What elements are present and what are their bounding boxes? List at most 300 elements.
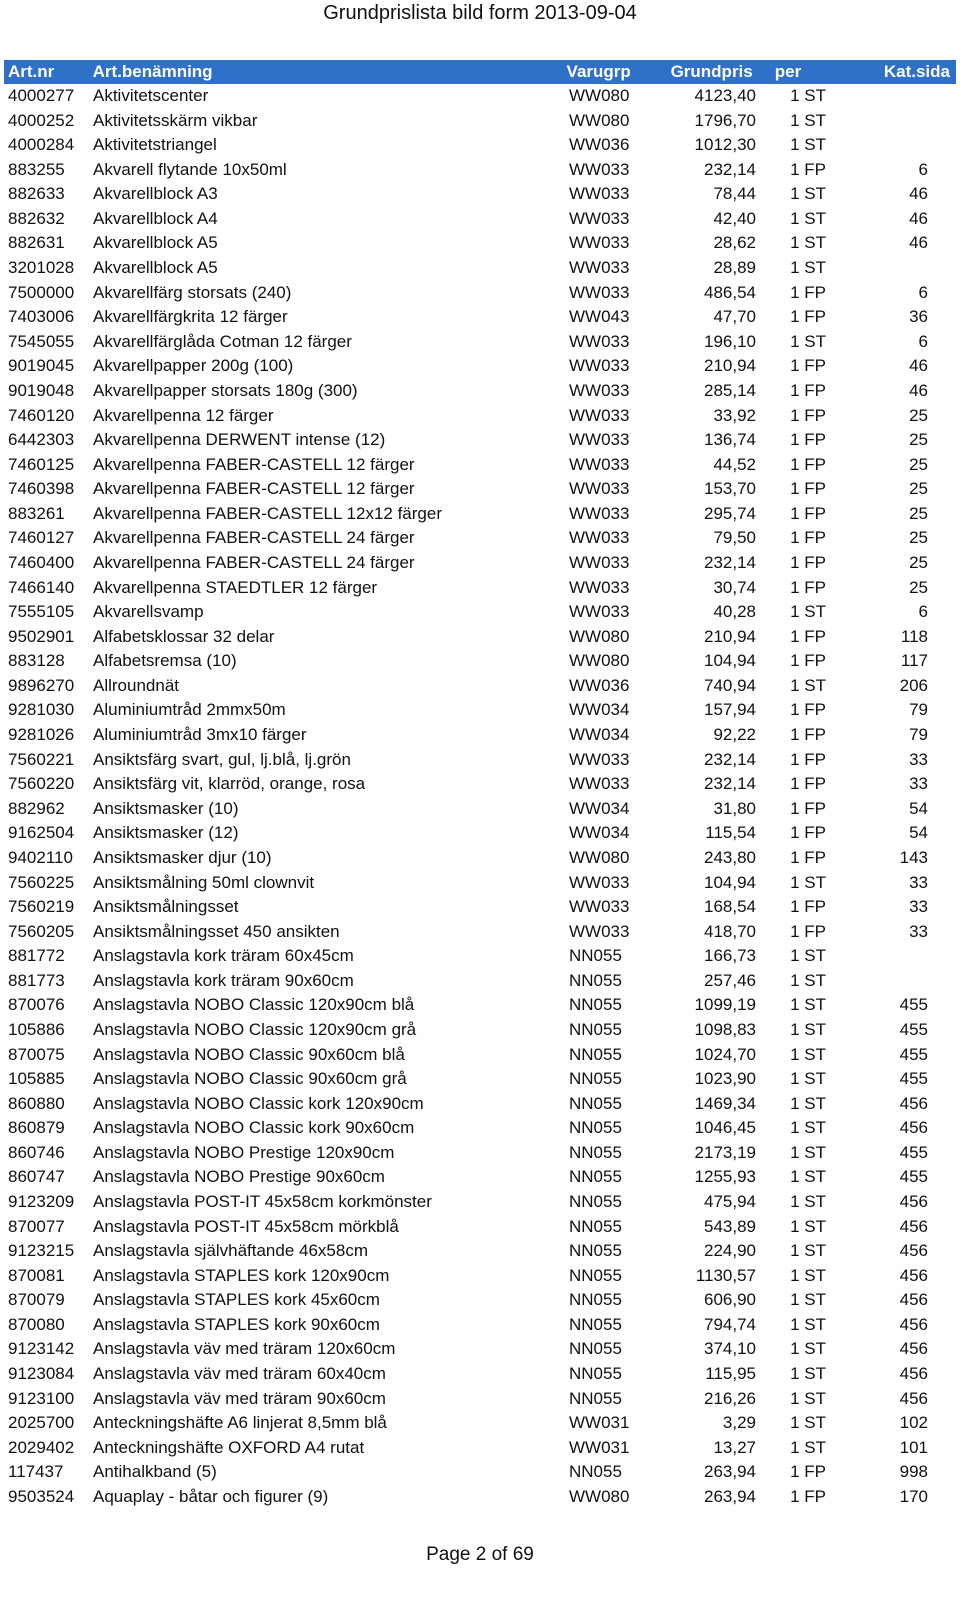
- price-cell: 232,14: [704, 774, 756, 794]
- catalog-page-cell: 6: [918, 331, 928, 351]
- price-cell: 1024,70: [694, 1044, 756, 1064]
- group-cell: WW033: [569, 233, 630, 253]
- unit-cell: 1 ST: [790, 1265, 826, 1285]
- catalog-page-cell: 25: [909, 577, 928, 597]
- art-name-cell: Akvarellfärgkrita 12 färger: [93, 307, 288, 327]
- price-cell: 28,89: [713, 258, 756, 278]
- page-title: Grundprislista bild form 2013-09-04: [323, 2, 637, 24]
- price-cell: 4123,40: [694, 86, 756, 105]
- group-cell: WW080: [569, 1486, 630, 1506]
- group-cell: WW033: [569, 258, 630, 278]
- art-nr-cell: 7460398: [8, 479, 75, 499]
- art-nr-cell: 7500000: [8, 282, 75, 302]
- table-row: [4, 231, 956, 256]
- price-cell: 196,10: [704, 331, 756, 351]
- catalog-page-cell: 6: [918, 282, 928, 302]
- unit-cell: 1 FP: [790, 282, 826, 302]
- table-row: [4, 772, 956, 797]
- art-name-cell: Anslagstavla STAPLES kork 45x60cm: [93, 1290, 380, 1310]
- catalog-page-cell: 456: [899, 1118, 928, 1138]
- price-cell: 224,90: [704, 1241, 756, 1261]
- table-row: [4, 1239, 956, 1264]
- catalog-page-cell: 143: [899, 847, 928, 867]
- group-cell: WW033: [569, 872, 630, 892]
- table-row: [4, 1288, 956, 1313]
- table-row: [4, 1362, 956, 1387]
- unit-cell: 1 FP: [790, 307, 826, 327]
- group-cell: NN055: [569, 1388, 622, 1408]
- group-cell: WW043: [569, 307, 630, 327]
- table-row: [4, 354, 956, 379]
- art-nr-cell: 882631: [8, 233, 65, 253]
- price-cell: 475,94: [704, 1192, 756, 1212]
- art-name-cell: Akvarellfärglåda Cotman 12 färger: [93, 331, 352, 351]
- table-row: [4, 993, 956, 1018]
- table-row: [4, 109, 956, 134]
- unit-cell: 1 ST: [790, 1192, 826, 1212]
- table-row: [4, 1190, 956, 1215]
- art-nr-cell: 7460127: [8, 528, 75, 548]
- art-nr-cell: 9162504: [8, 823, 75, 843]
- unit-cell: 1 ST: [790, 184, 826, 204]
- column-header-group: Varugrp: [566, 62, 631, 81]
- art-nr-cell: 882633: [8, 184, 65, 204]
- unit-cell: 1 ST: [790, 1241, 826, 1261]
- catalog-page-cell: 25: [909, 454, 928, 474]
- unit-cell: 1 ST: [790, 1290, 826, 1310]
- price-cell: 115,95: [705, 1364, 756, 1384]
- table-row: [4, 576, 956, 601]
- art-nr-cell: 7545055: [8, 331, 75, 351]
- group-cell: NN055: [569, 1142, 622, 1162]
- table-row: [4, 330, 956, 355]
- catalog-page-cell: 455: [899, 1069, 928, 1089]
- table-row: [4, 698, 956, 723]
- price-cell: 285,14: [704, 380, 756, 400]
- art-nr-cell: 7560205: [8, 921, 75, 941]
- table-row: [4, 846, 956, 871]
- art-name-cell: Akvarellpenna FABER-CASTELL 12x12 färger: [93, 503, 442, 523]
- group-cell: NN055: [569, 1462, 622, 1482]
- group-cell: WW033: [569, 774, 630, 794]
- price-cell: 79,50: [713, 528, 756, 548]
- unit-cell: 1 FP: [790, 749, 826, 769]
- price-cell: 210,94: [704, 626, 756, 646]
- group-cell: NN055: [569, 1290, 622, 1310]
- art-nr-cell: 2025700: [8, 1413, 75, 1433]
- catalog-page-cell: 101: [899, 1437, 928, 1457]
- group-cell: NN055: [569, 1314, 622, 1334]
- price-cell: 1469,34: [694, 1093, 756, 1113]
- table-body: [4, 84, 956, 1510]
- catalog-page-cell: 456: [899, 1290, 928, 1310]
- group-cell: NN055: [569, 970, 622, 990]
- art-name-cell: Akvarellsvamp: [93, 602, 204, 622]
- table-row: [4, 502, 956, 527]
- unit-cell: 1 ST: [790, 233, 826, 253]
- group-cell: WW031: [569, 1413, 630, 1433]
- art-name-cell: Akvarellpapper storsats 180g (300): [93, 380, 358, 400]
- art-name-cell: Anslagstavla STAPLES kork 120x90cm: [93, 1265, 390, 1285]
- group-cell: WW033: [569, 184, 630, 204]
- art-nr-cell: 882632: [8, 208, 65, 228]
- price-cell: 606,90: [704, 1290, 756, 1310]
- art-name-cell: Aktivitetsskärm vikbar: [93, 110, 258, 130]
- group-cell: WW033: [569, 602, 630, 622]
- art-nr-cell: 2029402: [8, 1437, 75, 1457]
- art-name-cell: Ansiktsfärg svart, gul, lj.blå, lj.grön: [93, 749, 351, 769]
- catalog-page-cell: 456: [899, 1192, 928, 1212]
- art-name-cell: Akvarellpenna DERWENT intense (12): [93, 430, 386, 450]
- table-row: [4, 969, 956, 994]
- table-row: [4, 674, 956, 699]
- price-cell: 104,94: [704, 872, 756, 892]
- catalog-page-cell: 455: [899, 1019, 928, 1039]
- art-name-cell: Anslagstavla POST-IT 45x58cm korkmönster: [93, 1192, 432, 1212]
- price-cell: 216,26: [704, 1388, 756, 1408]
- art-name-cell: Anslagstavla väv med träram 90x60cm: [93, 1388, 386, 1408]
- unit-cell: 1 ST: [790, 86, 826, 105]
- catalog-page-cell: 79: [909, 725, 928, 745]
- group-cell: WW036: [569, 135, 630, 155]
- price-cell: 1796,70: [694, 110, 756, 130]
- unit-cell: 1 FP: [790, 528, 826, 548]
- group-cell: NN055: [569, 1118, 622, 1138]
- group-cell: WW080: [569, 86, 630, 105]
- unit-cell: 1 FP: [790, 798, 826, 818]
- price-cell: 2173,19: [694, 1142, 756, 1162]
- price-cell: 1046,45: [694, 1118, 756, 1138]
- art-name-cell: Ansiktsmålningsset: [93, 897, 239, 917]
- catalog-page-cell: 118: [900, 626, 928, 646]
- price-cell: 104,94: [704, 651, 756, 671]
- table-row: [4, 821, 956, 846]
- price-cell: 1130,57: [695, 1265, 756, 1285]
- art-nr-cell: 870076: [8, 995, 65, 1015]
- art-nr-cell: 881773: [8, 970, 65, 990]
- art-name-cell: Ansiktsmasker (10): [93, 798, 239, 818]
- catalog-page-cell: 456: [899, 1388, 928, 1408]
- art-nr-cell: 7460400: [8, 552, 75, 572]
- art-nr-cell: 860879: [8, 1118, 65, 1138]
- art-nr-cell: 860746: [8, 1142, 65, 1162]
- catalog-page-cell: 25: [909, 405, 928, 425]
- art-name-cell: Anslagstavla NOBO Prestige 90x60cm: [93, 1167, 385, 1187]
- unit-cell: 1 ST: [790, 1413, 826, 1433]
- unit-cell: 1 ST: [790, 946, 826, 966]
- group-cell: WW034: [569, 725, 630, 745]
- unit-cell: 1 ST: [790, 1019, 826, 1039]
- group-cell: WW033: [569, 380, 630, 400]
- table-row: [4, 404, 956, 429]
- catalog-page-cell: 46: [909, 356, 928, 376]
- table-row: [4, 895, 956, 920]
- catalog-page-cell: 6: [918, 159, 928, 179]
- price-cell: 1098,83: [694, 1019, 756, 1039]
- table-row: [4, 281, 956, 306]
- unit-cell: 1 ST: [790, 331, 826, 351]
- art-nr-cell: 860747: [8, 1167, 65, 1187]
- art-nr-cell: 7560220: [8, 774, 75, 794]
- art-nr-cell: 7403006: [8, 307, 75, 327]
- group-cell: NN055: [569, 946, 622, 966]
- art-name-cell: Ansiktsfärg vit, klarröd, orange, rosa: [93, 774, 366, 794]
- catalog-page-cell: [832, 84, 956, 109]
- group-cell: NN055: [569, 1044, 622, 1064]
- art-name-cell: Ansiktsmålning 50ml clownvit: [93, 872, 315, 892]
- group-cell: WW080: [569, 847, 630, 867]
- catalog-page-cell: 455: [899, 995, 928, 1015]
- art-name-cell: Aktivitetscenter: [93, 86, 209, 105]
- art-nr-cell: 117437: [8, 1462, 64, 1482]
- art-name-cell: Ansiktsmasker djur (10): [93, 847, 272, 867]
- price-cell: 44,52: [713, 454, 756, 474]
- art-name-cell: Anslagstavla NOBO Classic 90x60cm grå: [93, 1069, 407, 1089]
- group-cell: WW033: [569, 356, 630, 376]
- table-row: [4, 748, 956, 773]
- price-cell: 794,74: [704, 1314, 756, 1334]
- catalog-page-cell: 6: [918, 602, 928, 622]
- group-cell: NN055: [569, 1339, 622, 1359]
- table-row: [4, 871, 956, 896]
- table-row: [4, 797, 956, 822]
- unit-cell: 1 FP: [790, 503, 826, 523]
- art-nr-cell: 9123215: [8, 1241, 75, 1261]
- group-cell: NN055: [569, 1093, 622, 1113]
- unit-cell: 1 FP: [790, 405, 826, 425]
- catalog-page-cell: 25: [909, 528, 928, 548]
- group-cell: WW033: [569, 503, 630, 523]
- unit-cell: 1 ST: [790, 1216, 826, 1236]
- unit-cell: 1 FP: [790, 479, 826, 499]
- price-table: [4, 60, 956, 1510]
- catalog-page-cell: 206: [899, 675, 928, 695]
- art-name-cell: Alfabetsremsa (10): [93, 651, 237, 671]
- art-nr-cell: 870077: [8, 1216, 65, 1236]
- table-row: [4, 1337, 956, 1362]
- price-cell: 232,14: [704, 749, 756, 769]
- table-row: [4, 625, 956, 650]
- art-name-cell: Akvarellblock A5: [93, 233, 218, 253]
- table-row: [4, 133, 956, 158]
- group-cell: WW034: [569, 798, 630, 818]
- table-row: [4, 1092, 956, 1117]
- art-nr-cell: 4000284: [8, 135, 75, 155]
- price-cell: 40,28: [713, 602, 756, 622]
- price-cell: 257,46: [704, 970, 756, 990]
- price-cell: 1012,30: [694, 135, 756, 155]
- catalog-page-cell: 170: [899, 1486, 928, 1506]
- unit-cell: 1 ST: [790, 135, 826, 155]
- price-cell: 153,70: [704, 479, 756, 499]
- art-nr-cell: 9123100: [8, 1388, 75, 1408]
- art-name-cell: Anslagstavla NOBO Classic kork 120x90cm: [93, 1093, 424, 1113]
- table-row: [4, 1067, 956, 1092]
- table-row: [4, 1411, 956, 1436]
- table-row: [4, 84, 956, 109]
- catalog-page-cell: 456: [899, 1314, 928, 1334]
- catalog-page-cell: 456: [899, 1339, 928, 1359]
- art-name-cell: Aluminiumtråd 3mx10 färger: [93, 725, 307, 745]
- column-header-price: Grundpris: [670, 62, 753, 81]
- art-nr-cell: 881772: [8, 946, 65, 966]
- table-row: [4, 477, 956, 502]
- art-nr-cell: 7560219: [8, 897, 75, 917]
- catalog-page-cell: 46: [909, 208, 928, 228]
- group-cell: WW080: [569, 110, 630, 130]
- unit-cell: 1 ST: [790, 602, 826, 622]
- price-cell: 31,80: [713, 798, 756, 818]
- art-name-cell: Antihalkband (5): [93, 1462, 217, 1482]
- art-nr-cell: 7460120: [8, 405, 75, 425]
- art-name-cell: Akvarellpapper 200g (100): [93, 356, 294, 376]
- art-name-cell: Akvarellpenna 12 färger: [93, 405, 274, 425]
- art-nr-cell: 883261: [8, 503, 65, 523]
- unit-cell: 1 FP: [790, 552, 826, 572]
- unit-cell: 1 FP: [790, 921, 826, 941]
- table-row: [4, 1165, 956, 1190]
- art-nr-cell: 883255: [8, 159, 65, 179]
- table-header-row: [4, 60, 956, 84]
- unit-cell: 1 ST: [790, 1118, 826, 1138]
- catalog-page-cell: 102: [899, 1413, 928, 1433]
- art-name-cell: Ansiktsmasker (12): [93, 823, 239, 843]
- table-row: [4, 1116, 956, 1141]
- price-cell: 92,22: [713, 725, 756, 745]
- page-number: Page 2 of 69: [426, 1544, 534, 1565]
- art-name-cell: Anslagstavla STAPLES kork 90x60cm: [93, 1314, 380, 1334]
- price-cell: 136,74: [704, 430, 756, 450]
- catalog-page-cell: 456: [899, 1093, 928, 1113]
- table-row: [4, 1436, 956, 1461]
- catalog-page-cell: 54: [909, 798, 928, 818]
- price-cell: 1099,19: [694, 995, 756, 1015]
- art-nr-cell: 4000252: [8, 110, 75, 130]
- column-header-art-name: Art.benämning: [92, 62, 213, 81]
- catalog-page-cell: 33: [909, 897, 928, 917]
- art-name-cell: Anslagstavla NOBO Classic 120x90cm grå: [93, 1019, 417, 1039]
- group-cell: WW031: [569, 1437, 630, 1457]
- art-name-cell: Akvarellblock A5: [93, 258, 218, 278]
- group-cell: NN055: [569, 1216, 622, 1236]
- catalog-page-cell: 46: [909, 380, 928, 400]
- unit-cell: 1 FP: [790, 159, 826, 179]
- price-cell: 1255,93: [694, 1167, 756, 1187]
- column-header-per: per: [774, 62, 802, 81]
- art-name-cell: Akvarellpenna FABER-CASTELL 24 färger: [93, 528, 415, 548]
- art-nr-cell: 870081: [8, 1265, 65, 1285]
- group-cell: WW033: [569, 552, 630, 572]
- catalog-page-cell: 117: [900, 651, 928, 671]
- price-cell: 1023,90: [694, 1069, 756, 1089]
- unit-cell: 1 ST: [790, 208, 826, 228]
- price-cell: 243,80: [704, 847, 756, 867]
- art-name-cell: Alfabetsklossar 32 delar: [93, 626, 275, 646]
- art-name-cell: Akvarellpenna FABER-CASTELL 24 färger: [93, 552, 415, 572]
- group-cell: WW034: [569, 700, 630, 720]
- unit-cell: 1 ST: [790, 110, 826, 130]
- art-name-cell: Anslagstavla NOBO Classic 120x90cm blå: [93, 995, 415, 1015]
- group-cell: NN055: [569, 1265, 622, 1285]
- art-name-cell: Anslagstavla kork träram 60x45cm: [93, 946, 354, 966]
- group-cell: WW033: [569, 528, 630, 548]
- unit-cell: 1 ST: [790, 258, 826, 278]
- price-cell: 210,94: [704, 356, 756, 376]
- table-row: [4, 600, 956, 625]
- group-cell: WW033: [569, 921, 630, 941]
- group-cell: WW033: [569, 331, 630, 351]
- group-cell: NN055: [569, 1019, 622, 1039]
- art-name-cell: Aktivitetstriangel: [93, 135, 217, 155]
- table-row: [4, 723, 956, 748]
- price-cell: 30,74: [713, 577, 756, 597]
- table-row: [4, 920, 956, 945]
- unit-cell: 1 ST: [790, 1388, 826, 1408]
- catalog-page-cell: 456: [899, 1241, 928, 1261]
- unit-cell: 1 ST: [790, 1167, 826, 1187]
- table-row: [4, 1460, 956, 1485]
- table-row: [4, 428, 956, 453]
- unit-cell: 1 FP: [790, 1462, 826, 1482]
- art-nr-cell: 9503524: [8, 1486, 75, 1506]
- unit-cell: 1 FP: [790, 774, 826, 794]
- art-name-cell: Akvarellblock A4: [93, 208, 218, 228]
- catalog-page-cell: 33: [909, 774, 928, 794]
- column-header-catalog-page: Kat.sida: [883, 62, 950, 81]
- unit-cell: 1 ST: [790, 995, 826, 1015]
- group-cell: WW033: [569, 430, 630, 450]
- art-nr-cell: 9019048: [8, 380, 75, 400]
- catalog-page-cell: 46: [909, 184, 928, 204]
- art-name-cell: Anslagstavla väv med träram 60x40cm: [93, 1364, 386, 1384]
- unit-cell: 1 FP: [790, 725, 826, 745]
- catalog-page-cell: 25: [909, 503, 928, 523]
- price-cell: 28,62: [713, 233, 756, 253]
- unit-cell: 1 FP: [790, 847, 826, 867]
- art-nr-cell: 7560225: [8, 872, 75, 892]
- unit-cell: 1 FP: [790, 454, 826, 474]
- unit-cell: 1 FP: [790, 651, 826, 671]
- catalog-page-cell: 998: [899, 1462, 928, 1482]
- art-name-cell: Akvarellpenna FABER-CASTELL 12 färger: [93, 454, 415, 474]
- price-cell: 13,27: [713, 1437, 756, 1457]
- unit-cell: 1 ST: [790, 1339, 826, 1359]
- catalog-page-cell: 33: [909, 872, 928, 892]
- unit-cell: 1 ST: [790, 970, 826, 990]
- art-name-cell: Anslagstavla NOBO Prestige 120x90cm: [93, 1142, 395, 1162]
- art-nr-cell: 9019045: [8, 356, 75, 376]
- art-name-cell: Anslagstavla självhäftande 46x58cm: [93, 1241, 368, 1261]
- catalog-page-cell: [832, 256, 956, 281]
- art-name-cell: Akvarellblock A3: [93, 184, 218, 204]
- group-cell: NN055: [569, 1167, 622, 1187]
- unit-cell: 1 FP: [790, 1486, 826, 1506]
- art-name-cell: Anslagstavla POST-IT 45x58cm mörkblå: [93, 1216, 399, 1236]
- table-row: [4, 944, 956, 969]
- group-cell: WW033: [569, 405, 630, 425]
- price-cell: 232,14: [704, 159, 756, 179]
- group-cell: WW036: [569, 675, 630, 695]
- price-cell: 166,73: [704, 946, 756, 966]
- art-nr-cell: 9281026: [8, 725, 75, 745]
- art-name-cell: Akvarellpenna STAEDTLER 12 färger: [93, 577, 378, 597]
- unit-cell: 1 FP: [790, 897, 826, 917]
- table-row: [4, 158, 956, 183]
- unit-cell: 1 FP: [790, 430, 826, 450]
- catalog-page-cell: 25: [909, 552, 928, 572]
- art-nr-cell: 7555105: [8, 602, 75, 622]
- price-cell: 418,70: [704, 921, 756, 941]
